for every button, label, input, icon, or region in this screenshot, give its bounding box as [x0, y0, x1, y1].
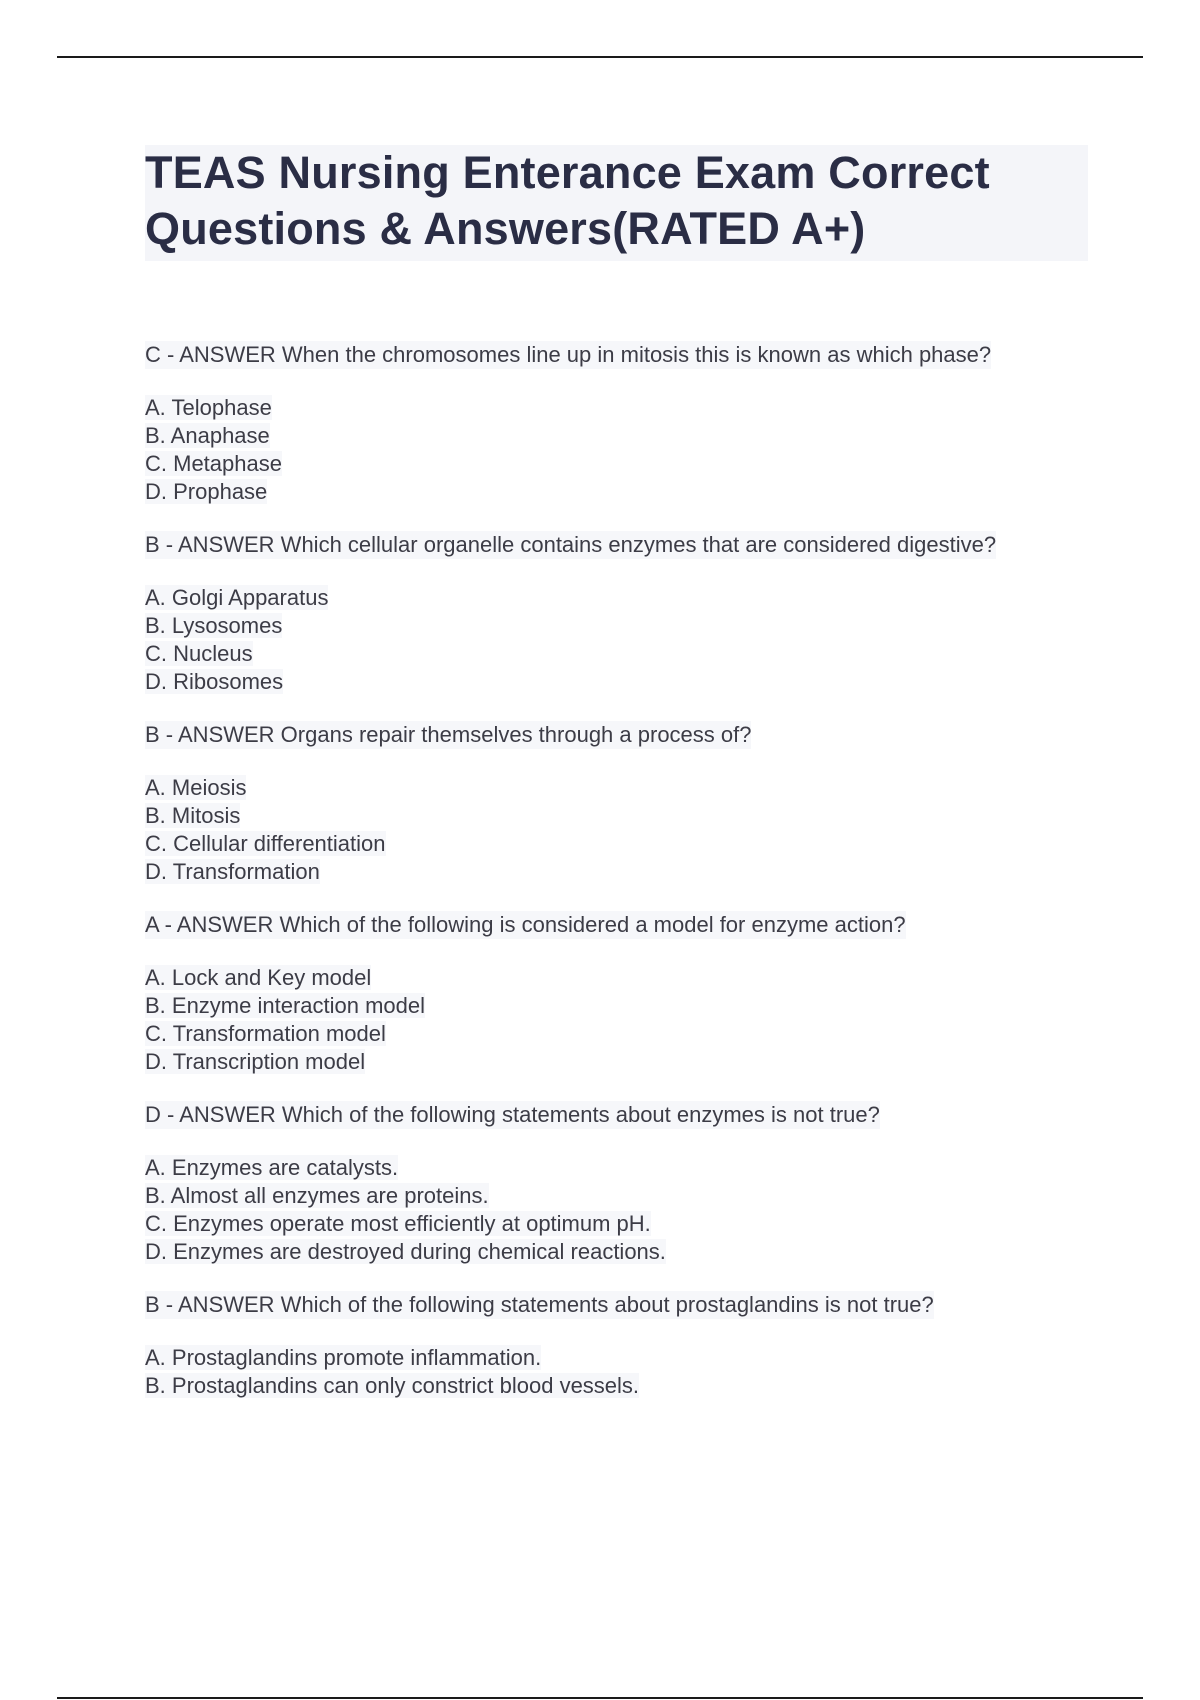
option-item: B. Prostaglandins can only constrict blood vessels.	[145, 1373, 640, 1398]
option-list	[145, 394, 1090, 506]
option-item: B. Almost all enzymes are proteins.	[145, 1183, 489, 1208]
option-item: C. Nucleus	[145, 641, 253, 666]
option-item: C. Cellular differentiation	[145, 831, 386, 856]
option-item: B. Mitosis	[145, 803, 241, 828]
question-text: B - ANSWER Which cellular organelle contains enzymes that are considered digestive?	[145, 532, 997, 557]
option-item: B. Anaphase	[145, 423, 270, 448]
option-item: B. Lysosomes	[145, 613, 283, 638]
question-list	[145, 341, 1090, 1400]
bottom-rule	[57, 1697, 1143, 1699]
question-text: C - ANSWER When the chromosomes line up in mitosis this is known as which phase?	[145, 342, 992, 367]
option-item: A. Meiosis	[145, 775, 247, 800]
title-block	[145, 145, 1088, 261]
option-item: A. Golgi Apparatus	[145, 585, 329, 610]
question-item	[145, 341, 1090, 506]
option-item: D. Prophase	[145, 479, 268, 504]
question-item	[145, 721, 1090, 886]
option-item: D. Ribosomes	[145, 669, 284, 694]
top-rule	[57, 56, 1143, 58]
question-text: B - ANSWER Organs repair themselves through a process of?	[145, 722, 752, 747]
option-list	[145, 1154, 1090, 1266]
option-list	[145, 584, 1090, 696]
document-title: TEAS Nursing Enterance Exam Correct Questions & Answers(RATED A+)	[145, 147, 990, 254]
option-item: C. Enzymes operate most efficiently at optimum pH.	[145, 1211, 651, 1236]
page-content	[145, 145, 1090, 1425]
question-item	[145, 1291, 1090, 1400]
question-item	[145, 1101, 1090, 1266]
option-item: C. Metaphase	[145, 451, 282, 476]
question-text: A - ANSWER Which of the following is considered a model for enzyme action?	[145, 912, 906, 937]
option-item: B. Enzyme interaction model	[145, 993, 426, 1018]
option-item: D. Enzymes are destroyed during chemical reactions.	[145, 1239, 666, 1264]
question-item	[145, 531, 1090, 696]
option-item: A. Telophase	[145, 395, 272, 420]
question-text: B - ANSWER Which of the following statements about prostaglandins is not true?	[145, 1292, 934, 1317]
option-list	[145, 1344, 1090, 1400]
option-list	[145, 964, 1090, 1076]
option-item: C. Transformation model	[145, 1021, 386, 1046]
option-item: D. Transformation	[145, 859, 320, 884]
option-item: D. Transcription model	[145, 1049, 366, 1074]
question-item	[145, 911, 1090, 1076]
option-item: A. Prostaglandins promote inflammation.	[145, 1345, 542, 1370]
option-item: A. Enzymes are catalysts.	[145, 1155, 399, 1180]
option-list	[145, 774, 1090, 886]
option-item: A. Lock and Key model	[145, 965, 372, 990]
question-text: D - ANSWER Which of the following statements about enzymes is not true?	[145, 1102, 880, 1127]
